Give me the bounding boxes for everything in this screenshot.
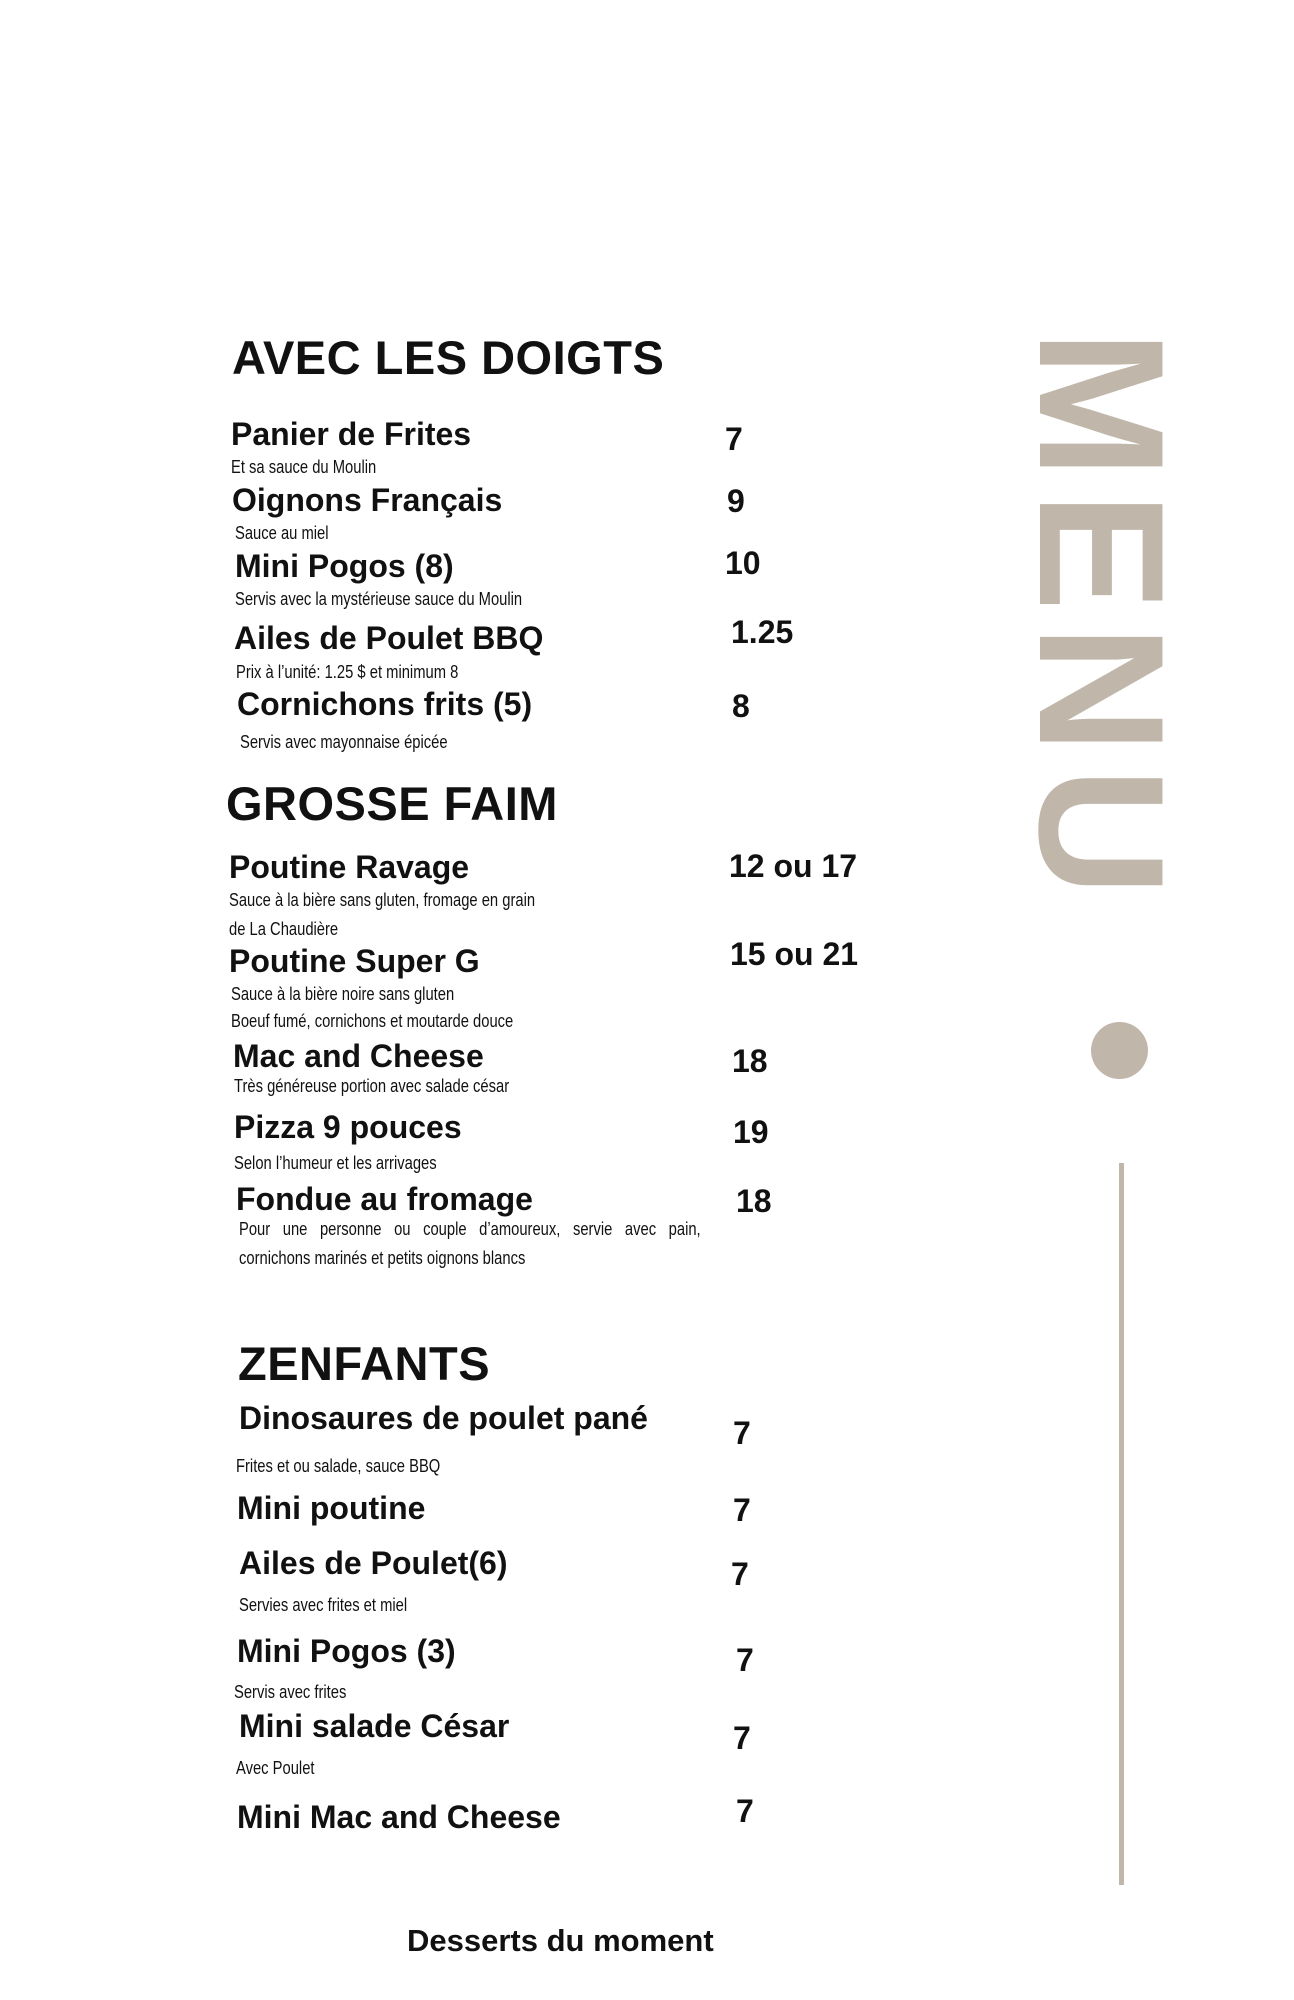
item-description: Très généreuse portion avec salade césar: [234, 1076, 510, 1096]
item-price: 7: [733, 1492, 751, 1528]
item-price: 19: [733, 1114, 769, 1150]
item-description: Sauce à la bière sans gluten, fromage en grain: [229, 890, 536, 910]
item-description: Servis avec frites: [234, 1682, 347, 1702]
item-price: 18: [732, 1043, 768, 1079]
section-title-zenfants: ZENFANTS: [238, 1337, 491, 1390]
item-price: 7: [725, 421, 743, 457]
decorative-vertical-line: [1119, 1163, 1124, 1885]
item-name: Mini Pogos (3): [237, 1633, 456, 1669]
item-description-line-2: Boeuf fumé, cornichons et moutarde douce: [231, 1011, 514, 1031]
item-price: 7: [733, 1415, 751, 1451]
item-name: Panier de Frites: [231, 416, 472, 452]
item-description: Sauce à la bière noire sans gluten: [231, 984, 455, 1004]
decorative-dot: [1091, 1022, 1148, 1079]
item-name: Poutine Super G: [229, 943, 480, 979]
item-name: Ailes de Poulet BBQ: [234, 620, 544, 656]
item-description: Pour une personne ou couple d’amoureux, servie avec pain, cornichons marinés et petits oignons blancs: [239, 1219, 701, 1268]
item-price: 15 ou 21: [730, 936, 859, 972]
item-price: 7: [733, 1720, 751, 1756]
item-description: Et sa sauce du Moulin: [231, 457, 377, 477]
item-name: Cornichons frits (5): [237, 686, 533, 722]
item-price: 10: [725, 545, 761, 581]
item-name: Pizza 9 pouces: [234, 1109, 462, 1145]
menu-vertical-title: MENU: [1002, 330, 1201, 911]
item-price: 12 ou 17: [729, 848, 858, 884]
item-name: Mini Pogos (8): [235, 548, 454, 584]
section-title-avec-les-doigts: AVEC LES DOIGTS: [232, 331, 665, 384]
item-description: Sauce au miel: [235, 523, 329, 543]
item-price: 7: [736, 1793, 754, 1829]
item-name: Dinosaures de poulet pané: [239, 1400, 648, 1436]
item-name: Mini poutine: [237, 1490, 426, 1526]
item-name: Fondue au fromage: [236, 1181, 533, 1217]
item-name: Poutine Ravage: [229, 849, 470, 885]
item-description: Servies avec frites et miel: [239, 1595, 408, 1615]
item-price: 8: [732, 688, 750, 724]
item-description: Frites et ou salade, sauce BBQ: [236, 1456, 441, 1476]
item-name: Mini Mac and Cheese: [237, 1799, 561, 1835]
item-name: Mini salade César: [239, 1708, 510, 1744]
item-description: Prix à l’unité: 1.25 $ et minimum 8: [236, 662, 459, 682]
item-name: Mac and Cheese: [233, 1038, 484, 1074]
section-title-grosse-faim: GROSSE FAIM: [226, 777, 558, 830]
item-description: Avec Poulet: [236, 1758, 315, 1778]
item-description: Servis avec mayonnaise épicée: [240, 732, 448, 752]
item-price: 9: [727, 483, 745, 519]
footer-desserts: Desserts du moment: [407, 1923, 714, 1958]
item-price: 7: [736, 1642, 754, 1678]
item-name: Ailes de Poulet(6): [239, 1545, 508, 1581]
item-price: 1.25: [731, 614, 794, 650]
item-description: Selon l’humeur et les arrivages: [234, 1153, 437, 1173]
item-price: 18: [736, 1183, 772, 1219]
item-description: Servis avec la mystérieuse sauce du Moulin: [235, 589, 523, 609]
item-description-line-2: de La Chaudière: [229, 919, 339, 939]
item-price: 7: [731, 1556, 749, 1592]
item-name: Oignons Français: [232, 482, 503, 518]
